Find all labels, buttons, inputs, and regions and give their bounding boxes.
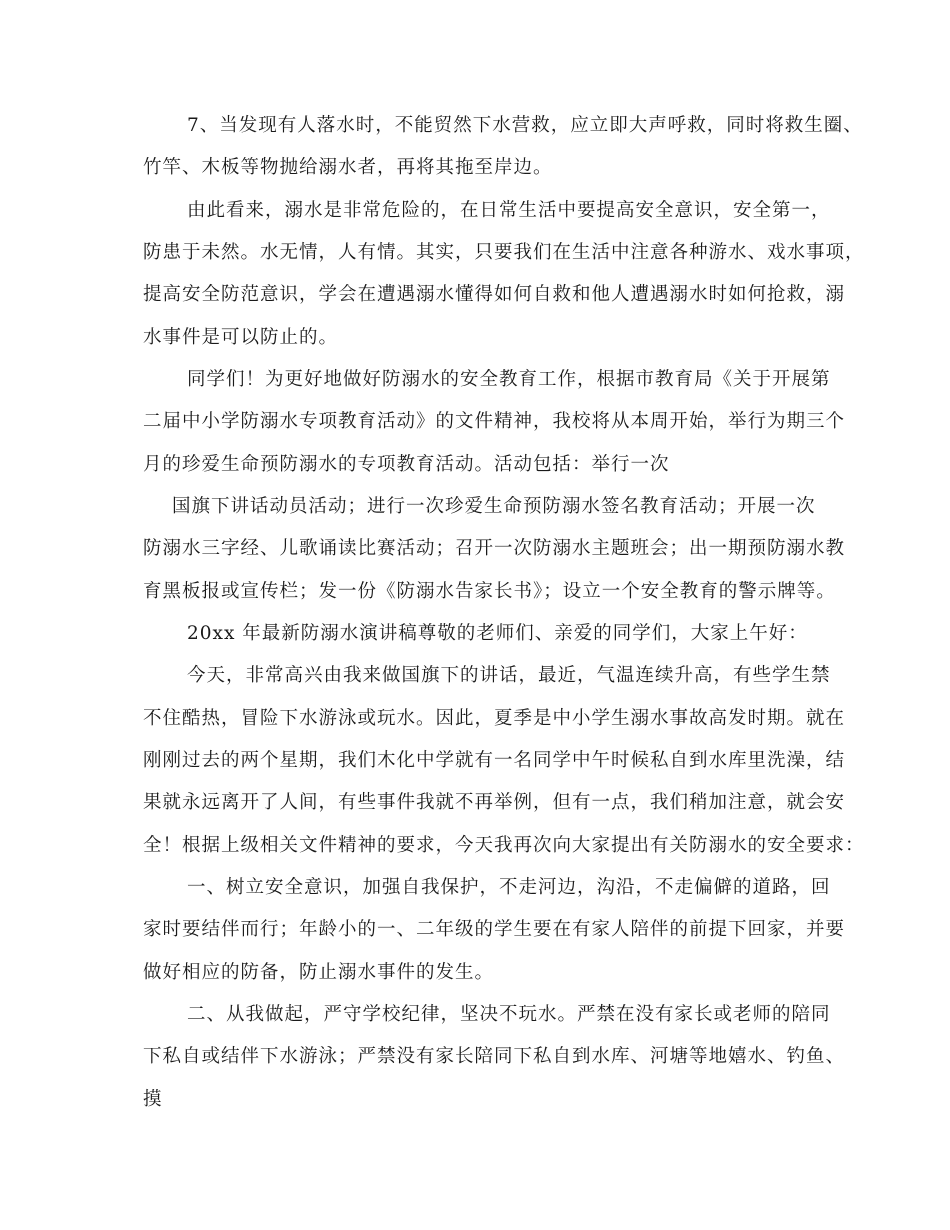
text-line: 水事件是可以防止的。 (143, 327, 339, 348)
text-line: 二届中小学防溺水专项教育活动》的文件精神，我校将从本周开始，举行为期三个 (143, 411, 846, 432)
text-line: 做好相应的防备，防止溺水事件的发生。 (143, 962, 495, 983)
text-line: 一、树立安全意识，加强自我保护，不走河边，沟沿，不走偏僻的道路，回 (187, 877, 831, 898)
text-line: 20xx 年最新防溺水演讲稿尊敬的老师们、亲爱的同学们，大家上午好： (187, 623, 808, 644)
text-line: 同学们！为更好地做好防溺水的安全教育工作，根据市教育局《关于开展第 (187, 369, 831, 390)
text-line: 今天，非常高兴由我来做国旗下的讲话，最近，气温连续升高，有些学生禁 (187, 665, 831, 686)
text-line: 提高安全防范意识，学会在遭遇溺水懂得如何自救和他人遭遇溺水时如何抢救，溺 (143, 284, 846, 305)
text-line: 7、当发现有人落水时，不能贸然下水营救，应立即大声呼救，同时将救生圈、 (187, 115, 863, 136)
text-line: 月的珍爱生命预防溺水的专项教育活动。活动包括：举行一次 (143, 454, 670, 475)
text-line: 防患于未然。水无情，人有情。其实，只要我们在生活中注意各种游水、戏水事项， (143, 242, 865, 263)
text-line: 家时要结伴而行；年龄小的一、二年级的学生要在有家人陪伴的前提下回家，并要 (143, 919, 846, 940)
text-line: 竹竿、木板等物抛给溺水者，再将其拖至岸边。 (143, 157, 553, 178)
text-line: 刚刚过去的两个星期，我们木化中学就有一名同学中午时候私自到水库里洗澡，结 (143, 750, 846, 771)
text-line: 不住酷热，冒险下水游泳或玩水。因此，夏季是中小学生溺水事故高发时期。就在 (143, 708, 846, 729)
text-line: 全！根据上级相关文件精神的要求，今天我再次向大家提出有关防溺水的安全要求： (143, 835, 865, 856)
text-line: 由此看来，溺水是非常危险的，在日常生活中要提高安全意识，安全第一， (187, 200, 831, 221)
text-line: 国旗下讲话动员活动；进行一次珍爱生命预防溺水签名教育活动；开展一次 (172, 496, 816, 517)
text-line: 下私自或结伴下水游泳；严禁没有家长陪同下私自到水库、河塘等地嬉水、钓鱼、 (143, 1046, 846, 1067)
text-line: 摸 (143, 1089, 163, 1110)
text-line: 育黑板报或宣传栏；发一份《防溺水告家长书》；设立一个安全教育的警示牌等。 (143, 581, 836, 602)
text-line: 果就永远离开了人间，有些事件我就不再举例，但有一点，我们稍加注意，就会安 (143, 792, 846, 813)
text-line: 二、从我做起，严守学校纪律，坚决不玩水。严禁在没有家长或老师的陪同 (187, 1004, 831, 1025)
text-line: 防溺水三字经、儿歌诵读比赛活动；召开一次防溺水主题班会；出一期预防溺水教 (143, 538, 846, 559)
